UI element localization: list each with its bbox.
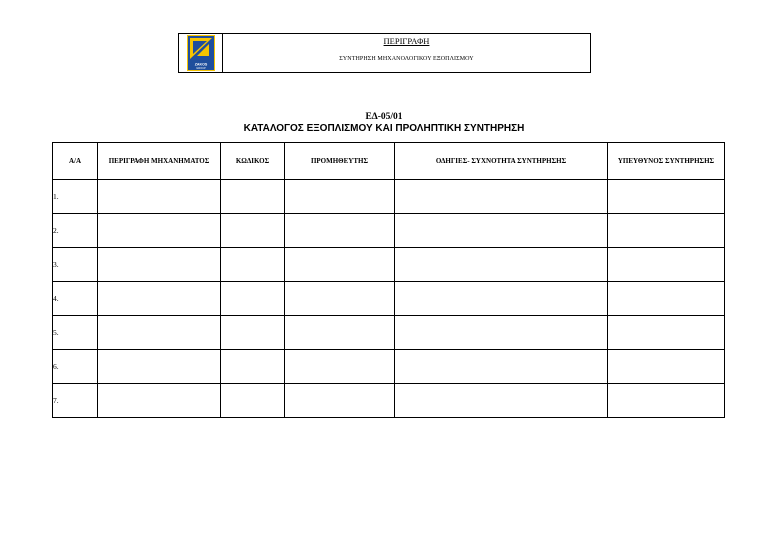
- cell-machine-description[interactable]: [98, 248, 221, 282]
- cell-maintenance-instructions[interactable]: [395, 180, 608, 214]
- cell-maintenance-instructions[interactable]: [395, 350, 608, 384]
- company-logo: [187, 35, 215, 71]
- col-header-maintenance-instructions: ΟΔΗΓΙΕΣ- ΣΥΧΝΟΤΗΤΑ ΣΥΝΤΗΡΗΣΗΣ: [395, 143, 608, 180]
- header-box: [178, 33, 591, 73]
- cell-supplier[interactable]: [285, 350, 395, 384]
- cell-code[interactable]: [221, 248, 285, 282]
- cell-maintenance-instructions[interactable]: [395, 316, 608, 350]
- row-number: 2.: [53, 214, 98, 248]
- cell-supplier[interactable]: [285, 316, 395, 350]
- table-row: [53, 214, 725, 248]
- document-code: ΕΔ-05/01: [365, 112, 403, 122]
- col-header-machine-description: ΠΕΡΙΓΡΑΦΗ ΜΗΧΑΝΗΜΑΤΟΣ: [98, 143, 221, 180]
- row-number: 3.: [53, 248, 98, 282]
- cell-maintenance-responsible[interactable]: [608, 248, 725, 282]
- row-number: 7.: [53, 384, 98, 418]
- row-number: 4.: [53, 282, 98, 316]
- row-number: 6.: [53, 350, 98, 384]
- cell-maintenance-responsible[interactable]: [608, 214, 725, 248]
- cell-supplier[interactable]: [285, 248, 395, 282]
- cell-code[interactable]: [221, 180, 285, 214]
- table-row: [53, 282, 725, 316]
- cell-machine-description[interactable]: [98, 384, 221, 418]
- table-row: [53, 316, 725, 350]
- cell-maintenance-instructions[interactable]: [395, 384, 608, 418]
- cell-code[interactable]: [221, 350, 285, 384]
- table-row: [53, 248, 725, 282]
- cell-supplier[interactable]: [285, 214, 395, 248]
- cell-machine-description[interactable]: [98, 180, 221, 214]
- cell-code[interactable]: [221, 316, 285, 350]
- cell-maintenance-responsible[interactable]: [608, 316, 725, 350]
- cell-machine-description[interactable]: [98, 316, 221, 350]
- description-subtitle: ΣΥΝΤΗΡΗΣΗ ΜΗΧΑΝΟΛΟΓΙΚΟΥ ΕΞΟΠΛΙΣΜΟΥ: [339, 56, 474, 62]
- description-title: ΠΕΡΙΓΡΑΦΗ: [383, 36, 430, 46]
- row-number: 5.: [53, 316, 98, 350]
- col-header-maintenance-responsible: ΥΠΕΥΘΥΝΟΣ ΣΥΝΤΗΡΗΣΗΣ: [608, 143, 725, 180]
- cell-maintenance-instructions[interactable]: [395, 214, 608, 248]
- cell-maintenance-responsible[interactable]: [608, 282, 725, 316]
- cell-maintenance-instructions[interactable]: [395, 282, 608, 316]
- cell-maintenance-instructions[interactable]: [395, 248, 608, 282]
- cell-supplier[interactable]: [285, 180, 395, 214]
- equipment-table: [52, 142, 725, 418]
- cell-supplier[interactable]: [285, 384, 395, 418]
- cell-machine-description[interactable]: [98, 214, 221, 248]
- table-row: [53, 384, 725, 418]
- cell-maintenance-responsible[interactable]: [608, 384, 725, 418]
- document-title: ΚΑΤΑΛΟΓΟΣ ΕΞΟΠΛΙΣΜΟΥ ΚΑΙ ΠΡΟΛΗΠΤΙΚΗ ΣΥΝΤΗΡΗΣΗ: [243, 123, 525, 134]
- description-cell: [223, 34, 590, 72]
- cell-machine-description[interactable]: [98, 350, 221, 384]
- table-header-row: [53, 143, 725, 180]
- table-row: [53, 350, 725, 384]
- cell-code[interactable]: [221, 384, 285, 418]
- cell-supplier[interactable]: [285, 282, 395, 316]
- cell-maintenance-responsible[interactable]: [608, 350, 725, 384]
- col-header-code: ΚΩΔΙΚΟΣ: [221, 143, 285, 180]
- svg-text:GROUP: GROUP: [195, 67, 206, 71]
- col-header-supplier: ΠΡΟΜΗΘΕΥΤΗΣ: [285, 143, 395, 180]
- col-header-aa: Α/Α: [53, 143, 98, 180]
- row-number: 1.: [53, 180, 98, 214]
- cell-maintenance-responsible[interactable]: [608, 180, 725, 214]
- cell-code[interactable]: [221, 282, 285, 316]
- svg-text:ZAKOS: ZAKOS: [194, 62, 207, 67]
- logo-cell: [179, 34, 223, 72]
- cell-machine-description[interactable]: [98, 282, 221, 316]
- cell-code[interactable]: [221, 214, 285, 248]
- table-row: [53, 180, 725, 214]
